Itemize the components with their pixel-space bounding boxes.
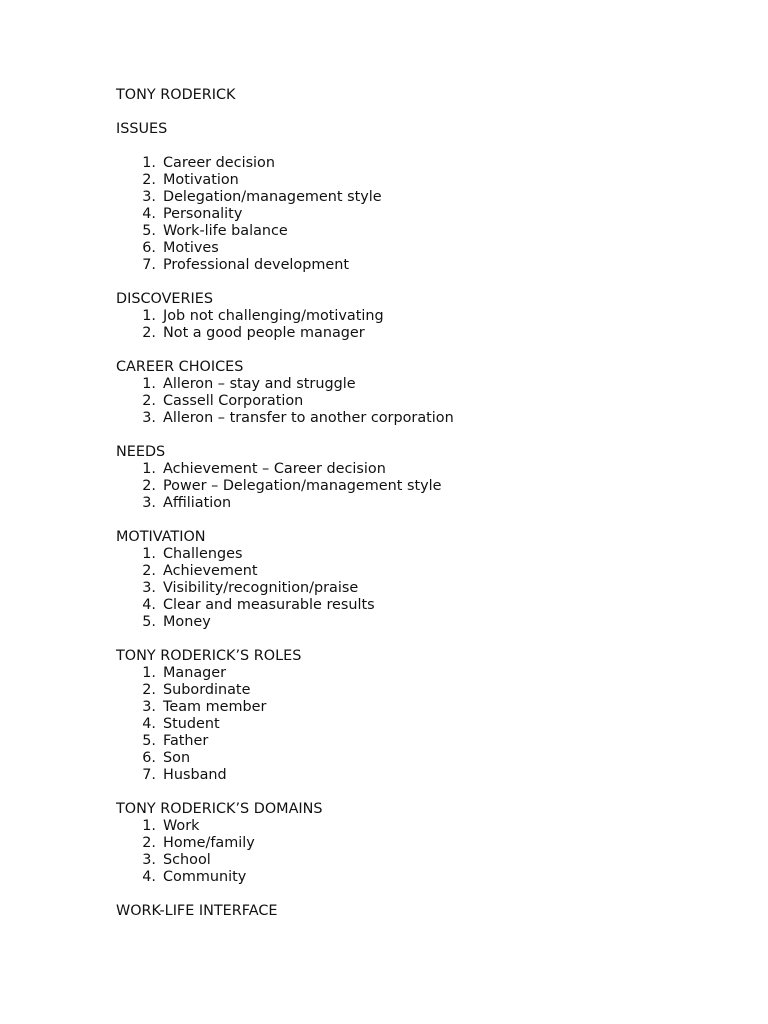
- list-item: [116, 546, 716, 563]
- list-item: [116, 767, 716, 784]
- list-item-text: Team member: [163, 699, 267, 715]
- list-item-number: 7.: [142, 767, 156, 783]
- spacer: [116, 886, 716, 903]
- list-item-text: Job not challenging/motivating: [163, 308, 384, 324]
- list-item-number: 3.: [142, 495, 156, 511]
- spacer: [116, 104, 716, 121]
- list-item-number: 1.: [142, 546, 156, 562]
- list-item-text: Alleron – stay and struggle: [163, 376, 356, 392]
- document-page: [116, 87, 716, 920]
- list-item-number: 1.: [142, 818, 156, 834]
- list-item: [116, 835, 716, 852]
- list-item-number: 3.: [142, 410, 156, 426]
- document-title: TONY RODERICK: [116, 87, 236, 103]
- list-item-text: Affiliation: [163, 495, 232, 511]
- list-item-number: 4.: [142, 716, 156, 732]
- list-item-text: Power – Delegation/management style: [163, 478, 442, 494]
- list-item-text: Delegation/management style: [163, 189, 382, 205]
- list-item: [116, 206, 716, 223]
- list-item-text: Achievement: [163, 563, 258, 579]
- section-tony-roderick-s-roles: [116, 648, 716, 801]
- list-item-number: 5.: [142, 733, 156, 749]
- section-needs: [116, 444, 716, 529]
- list-item-text: Alleron – transfer to another corporation: [163, 410, 454, 426]
- list-item-number: 6.: [142, 240, 156, 256]
- list-item-text: Student: [163, 716, 220, 732]
- section-heading: TONY RODERICK’S DOMAINS: [116, 801, 323, 817]
- list-item: [116, 733, 716, 750]
- list-item-text: Motives: [163, 240, 219, 256]
- list-item-text: Personality: [163, 206, 243, 222]
- list-item: [116, 818, 716, 835]
- list-item: [116, 172, 716, 189]
- sections-container: [116, 121, 716, 920]
- list-item: [116, 580, 716, 597]
- list-item-number: 1.: [142, 308, 156, 324]
- list-item-text: Career decision: [163, 155, 275, 171]
- list-item-number: 4.: [142, 206, 156, 222]
- list-item: [116, 461, 716, 478]
- list-item-text: Work-life balance: [163, 223, 288, 239]
- list-item-text: Son: [163, 750, 191, 766]
- list-item: [116, 325, 716, 342]
- list-item-number: 4.: [142, 597, 156, 613]
- list-item-text: Community: [163, 869, 247, 885]
- section-discoveries: [116, 291, 716, 359]
- list-item-text: Work: [163, 818, 200, 834]
- spacer: [116, 427, 716, 444]
- list-item-number: 3.: [142, 189, 156, 205]
- list-item: [116, 155, 716, 172]
- list-item-number: 3.: [142, 852, 156, 868]
- list-item-number: 5.: [142, 614, 156, 630]
- list-item-number: 4.: [142, 869, 156, 885]
- spacer: [116, 512, 716, 529]
- list-item-text: Clear and measurable results: [163, 597, 375, 613]
- list-item-text: Not a good people manager: [163, 325, 365, 341]
- list-item: [116, 223, 716, 240]
- spacer: [116, 274, 716, 291]
- list-item-number: 2.: [142, 172, 156, 188]
- list-item-text: Cassell Corporation: [163, 393, 304, 409]
- spacer: [116, 631, 716, 648]
- list-item: [116, 376, 716, 393]
- section-heading: NEEDS: [116, 444, 166, 460]
- list-item: [116, 393, 716, 410]
- section-heading: ISSUES: [116, 121, 168, 137]
- list-item-number: 1.: [142, 155, 156, 171]
- list-item-text: Subordinate: [163, 682, 251, 698]
- list-item-number: 3.: [142, 699, 156, 715]
- list-item-number: 2.: [142, 325, 156, 341]
- list-item-text: Husband: [163, 767, 227, 783]
- section-heading: MOTIVATION: [116, 529, 206, 545]
- spacer: [116, 342, 716, 359]
- list-item-text: Visibility/recognition/praise: [163, 580, 359, 596]
- list-item: [116, 563, 716, 580]
- list-item: [116, 716, 716, 733]
- list-item-text: Money: [163, 614, 211, 630]
- list-item-text: Achievement – Career decision: [163, 461, 386, 477]
- section-heading: TONY RODERICK’S ROLES: [116, 648, 302, 664]
- list-item: [116, 240, 716, 257]
- section-heading: WORK-LIFE INTERFACE: [116, 903, 278, 919]
- list-item: [116, 614, 716, 631]
- list-item-number: 2.: [142, 393, 156, 409]
- list-item: [116, 597, 716, 614]
- section-tony-roderick-s-domains: [116, 801, 716, 903]
- list-item: [116, 699, 716, 716]
- list-item: [116, 495, 716, 512]
- list-item-number: 2.: [142, 835, 156, 851]
- list-item: [116, 682, 716, 699]
- list-item-text: Motivation: [163, 172, 239, 188]
- list-item: [116, 257, 716, 274]
- list-item-number: 1.: [142, 376, 156, 392]
- section-heading: DISCOVERIES: [116, 291, 213, 307]
- list-item-number: 1.: [142, 461, 156, 477]
- section-career-choices: [116, 359, 716, 444]
- list-item-number: 5.: [142, 223, 156, 239]
- list-item-text: School: [163, 852, 211, 868]
- spacer: [116, 138, 716, 155]
- list-item-number: 6.: [142, 750, 156, 766]
- spacer: [116, 784, 716, 801]
- list-item-text: Home/family: [163, 835, 255, 851]
- list-item-number: 1.: [142, 665, 156, 681]
- list-item-text: Challenges: [163, 546, 243, 562]
- list-item: [116, 478, 716, 495]
- section-motivation: [116, 529, 716, 648]
- list-item: [116, 410, 716, 427]
- list-item: [116, 189, 716, 206]
- list-item-text: Father: [163, 733, 209, 749]
- list-item: [116, 665, 716, 682]
- list-item-number: 2.: [142, 682, 156, 698]
- section-heading: CAREER CHOICES: [116, 359, 244, 375]
- list-item-number: 2.: [142, 563, 156, 579]
- list-item-number: 2.: [142, 478, 156, 494]
- list-item: [116, 852, 716, 869]
- list-item-number: 3.: [142, 580, 156, 596]
- list-item-text: Manager: [163, 665, 227, 681]
- section-work-life-interface: [116, 903, 716, 920]
- list-item: [116, 308, 716, 325]
- section-issues: [116, 121, 716, 291]
- list-item: [116, 869, 716, 886]
- list-item: [116, 750, 716, 767]
- list-item-number: 7.: [142, 257, 156, 273]
- list-item-text: Professional development: [163, 257, 349, 273]
